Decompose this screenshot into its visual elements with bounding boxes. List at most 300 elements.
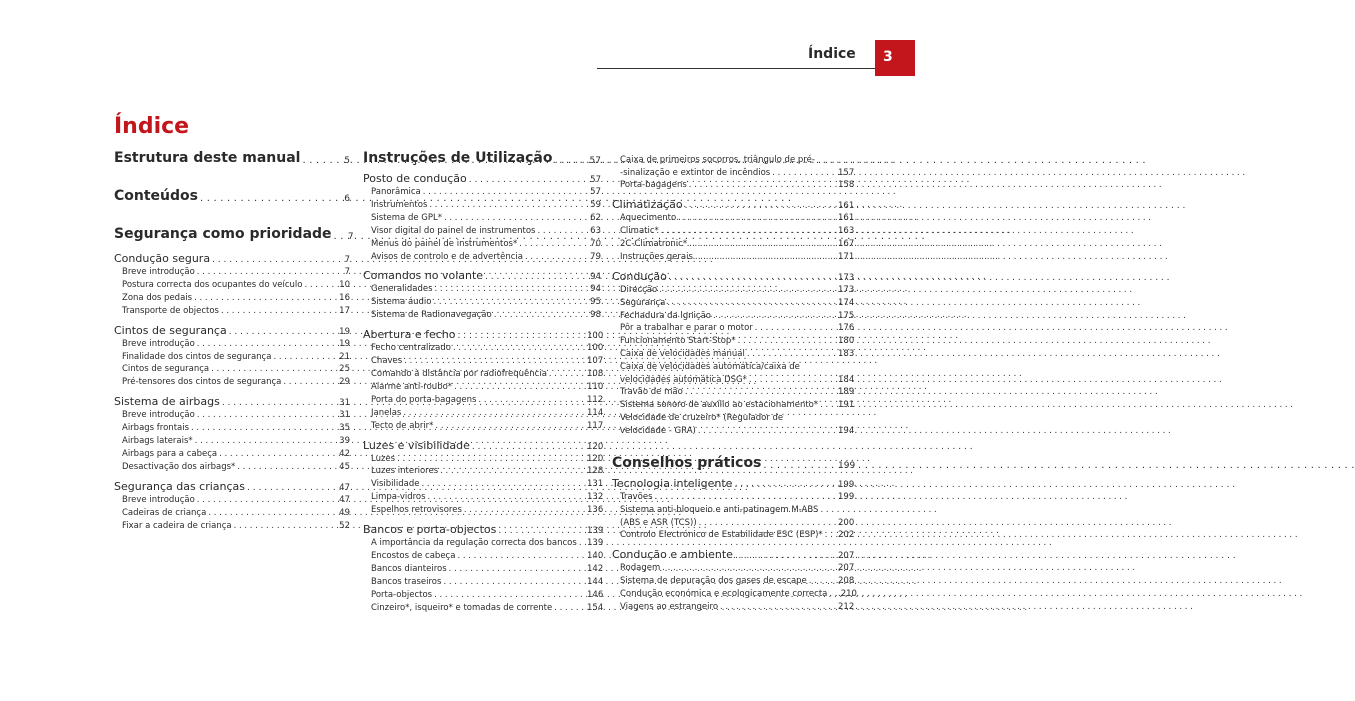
toc-entry[interactable] [363, 465, 604, 478]
toc-entry-title: velocidades automática DSG* [620, 374, 747, 385]
toc-leader-dots [302, 155, 334, 166]
toc-entry-title: Condução segura [114, 252, 211, 265]
toc-entry-title: Controlo Electrónico de Estabilidade ESC (ESP)* [620, 530, 823, 541]
toc-page-number: 98 [590, 310, 601, 321]
toc-entry-title: Desactivação dos airbags* [122, 461, 236, 472]
toc-entry-title: Estrutura deste manual [114, 150, 301, 166]
toc-leader-dots [428, 491, 585, 504]
toc-entry[interactable] [612, 412, 855, 437]
toc-entry-title: Breve introdução [122, 410, 195, 421]
toc-chapter-entry[interactable] [363, 523, 604, 537]
toc-leader-dots [579, 537, 585, 550]
toc-page-number: 161 [838, 213, 855, 224]
toc-entry[interactable] [363, 212, 601, 225]
toc-part-entry[interactable] [114, 226, 354, 242]
toc-entry-title: Sistema de Radionavegação [371, 310, 492, 321]
toc-page-number: 154 [587, 602, 604, 613]
toc-leader-dots [537, 225, 585, 238]
toc-page-number: 207 [838, 551, 855, 562]
toc-page-number: 199 [838, 492, 855, 503]
toc-leader-dots [655, 491, 836, 504]
toc-leader-dots [229, 327, 334, 337]
toc-leader-dots [200, 193, 334, 204]
toc-entry[interactable] [363, 309, 601, 322]
toc-entry-title: Breve introdução [122, 267, 195, 277]
toc-entry-title: Cintos de segurança [114, 323, 227, 337]
toc-entry[interactable] [363, 225, 601, 238]
toc-page-number: 140 [587, 550, 604, 561]
toc-page-number: 107 [587, 356, 604, 367]
toc-page-number: 31 [339, 398, 350, 409]
toc-leader-dots [434, 296, 586, 309]
toc-entry[interactable] [114, 292, 350, 305]
toc-entry[interactable] [612, 225, 855, 238]
toc-page-number: 163 [838, 226, 855, 236]
toc-entry-title: Travão de mão [620, 387, 683, 398]
toc-page-number: 114 [587, 407, 604, 418]
toc-entry[interactable] [612, 335, 855, 348]
toc-entry-title: Pré-tensores dos cintos de segurança [122, 377, 282, 388]
toc-chapter-entry[interactable] [114, 324, 350, 337]
toc-leader-dots [454, 381, 585, 394]
toc-leader-dots [763, 460, 836, 471]
toc-entry[interactable] [363, 602, 604, 615]
toc-leader-dots [667, 297, 836, 310]
toc-entry-title: Aquecimento [620, 213, 677, 224]
toc-entry-title: Segurança como prioridade [114, 226, 332, 242]
toc-leader-dots [699, 517, 836, 530]
toc-entry-title: Instruções gerais [620, 251, 693, 262]
toc-leader-dots [435, 283, 585, 296]
toc-leader-dots [247, 483, 334, 493]
toc-entry[interactable] [612, 154, 855, 179]
toc-leader-dots [222, 398, 334, 408]
toc-entry[interactable] [363, 491, 604, 504]
toc-entry[interactable] [114, 409, 350, 422]
toc-page-number: 94 [590, 272, 601, 283]
toc-leader-dots [429, 199, 585, 212]
toc-page-number: 62 [590, 212, 601, 223]
toc-page-number: 95 [590, 297, 601, 308]
toc-entry-title: A importância da regulação correcta dos bancos [371, 538, 577, 549]
toc-entry-title: Visibilidade [371, 479, 420, 490]
toc-page-number: 17 [339, 305, 350, 316]
toc-page-number: 49 [339, 507, 350, 518]
toc-entry-title: Zona dos pedais [122, 292, 193, 303]
toc-entry[interactable] [612, 562, 855, 575]
toc-page-number: 174 [838, 297, 855, 308]
toc-page-number: 167 [838, 238, 855, 249]
toc-leader-dots [747, 348, 836, 361]
toc-entry-title: Conteúdos [114, 188, 198, 204]
toc-leader-dots [738, 335, 836, 348]
toc-leader-dots [197, 266, 334, 279]
toc-entry-title: Condução e ambiente [612, 548, 733, 562]
toc-leader-dots [519, 238, 585, 251]
toc-entry[interactable] [363, 504, 604, 517]
toc-entry-title: Segurança das crianças [114, 479, 246, 493]
toc-leader-dots [772, 167, 836, 180]
toc-page-number: 173 [838, 272, 855, 283]
toc-page-number: 120 [587, 441, 604, 452]
toc-part-entry[interactable] [363, 150, 601, 166]
toc-entry-title: Direcção [620, 284, 658, 295]
toc-leader-dots [549, 368, 585, 381]
toc-leader-dots [494, 309, 585, 322]
toc-page-number: 183 [838, 349, 855, 360]
toc-entry[interactable] [114, 338, 350, 351]
toc-chapter-entry[interactable] [612, 198, 855, 212]
toc-page-number: 131 [587, 479, 604, 490]
toc-leader-dots [713, 310, 836, 323]
toc-leader-dots [478, 394, 585, 407]
toc-entry-title: Avisos de controlo e de advertência [371, 251, 523, 262]
toc-page-number: 175 [838, 310, 855, 321]
toc-entry[interactable] [612, 575, 855, 588]
toc-leader-dots [825, 529, 836, 542]
toc-page-number: 59 [590, 199, 601, 210]
toc-entry[interactable] [363, 342, 604, 355]
toc-entry[interactable] [114, 520, 350, 533]
toc-page-number: 52 [339, 520, 350, 531]
toc-leader-dots [749, 374, 836, 387]
toc-leader-dots [554, 602, 585, 615]
toc-entry[interactable] [363, 550, 604, 563]
toc-entry[interactable] [363, 283, 601, 296]
toc-leader-dots [829, 588, 836, 601]
toc-entry-title: Rodagem [620, 563, 661, 574]
toc-entry-title: Luzes [371, 453, 396, 464]
toc-leader-dots [434, 589, 585, 602]
toc-page-number: 110 [587, 381, 604, 392]
toc-leader-dots [698, 425, 836, 438]
toc-page-number: 144 [587, 576, 604, 587]
toc-page-number: 31 [339, 410, 350, 421]
toc-leader-dots [457, 550, 585, 563]
toc-entry[interactable] [363, 296, 601, 309]
toc-entry-title-line1: Sistema anti-bloqueio e anti-patinagem M-ABS [620, 505, 819, 516]
toc-entry-title: Bancos traseiros [371, 576, 442, 587]
toc-leader-dots [695, 251, 836, 264]
toc-column-2 [363, 150, 604, 614]
toc-entry[interactable] [114, 422, 350, 435]
toc-chapter-entry[interactable] [612, 269, 855, 283]
toc-entry-title: Espelhos retrovisores [371, 505, 462, 516]
toc-entry[interactable] [114, 461, 350, 474]
toc-entry[interactable] [363, 453, 604, 466]
toc-entry[interactable] [612, 348, 855, 361]
toc-entry[interactable] [114, 363, 350, 376]
toc-leader-dots [659, 284, 836, 297]
toc-page-number: 176 [838, 323, 855, 334]
toc-leader-dots [397, 453, 585, 466]
page-number-badge: 3 [875, 40, 915, 76]
toc-entry-title: Cadeiras de criança [122, 507, 207, 518]
toc-leader-dots [498, 526, 585, 536]
toc-page-number: 47 [339, 482, 350, 493]
toc-page-number: 35 [339, 423, 350, 434]
toc-part-entry[interactable] [612, 455, 856, 472]
toc-page-number: 142 [587, 563, 604, 574]
toc-leader-dots [440, 465, 585, 478]
toc-entry[interactable] [363, 407, 604, 420]
toc-entry-title: Sistema sonoro de auxílio ao estacionamento* [620, 400, 819, 411]
toc-entry[interactable] [114, 376, 350, 389]
toc-entry-title: Sistema áudio [371, 297, 432, 308]
toc-page-number: 212 [838, 602, 855, 613]
toc-entry-title: Sistema de GPL* [371, 212, 442, 223]
toc-page-number: 19 [339, 338, 350, 349]
toc-entry[interactable] [612, 284, 855, 297]
toc-entry[interactable] [612, 491, 855, 504]
toc-entry[interactable] [612, 386, 855, 399]
toc-leader-dots [661, 225, 836, 238]
toc-entry[interactable] [612, 504, 855, 529]
toc-entry-title: Limpa-vidros [371, 492, 426, 503]
toc-leader-dots [403, 407, 585, 420]
header-divider [597, 68, 875, 69]
toc-entry[interactable] [612, 251, 855, 264]
toc-page-number: 157 [838, 167, 855, 178]
toc-entry[interactable] [114, 507, 350, 520]
toc-entry-title: Porta-objectos [371, 589, 433, 600]
toc-chapter-entry[interactable] [363, 328, 604, 342]
toc-page-number: 139 [587, 538, 604, 549]
toc-leader-dots [422, 478, 586, 491]
toc-page-number: 108 [587, 368, 604, 379]
toc-leader-dots [555, 155, 586, 166]
toc-entry[interactable] [612, 297, 855, 310]
toc-page-number: 79 [590, 251, 601, 262]
toc-entry[interactable] [363, 368, 604, 381]
toc-leader-dots [211, 363, 334, 376]
toc-entry[interactable] [363, 420, 604, 433]
toc-leader-dots [195, 435, 334, 448]
toc-entry[interactable] [363, 199, 601, 212]
toc-entry-title: Segurança [620, 297, 666, 308]
toc-entry[interactable] [363, 478, 604, 491]
toc-entry[interactable] [363, 238, 601, 251]
toc-entry-title: Sistema de depuração dos gases de escape [620, 576, 807, 587]
toc-entry[interactable] [114, 305, 350, 318]
toc-page-number: 25 [339, 364, 350, 375]
toc-entry-title: Fecho centralizado [371, 343, 451, 354]
toc-page-number: 47 [339, 494, 350, 505]
toc-page-number: 29 [339, 377, 350, 388]
toc-leader-dots [273, 351, 334, 364]
toc-page-number: 70 [590, 238, 601, 249]
toc-entry-title: Luzes e visibilidade [363, 438, 470, 452]
toc-entry[interactable] [363, 251, 601, 264]
toc-entry[interactable] [114, 435, 350, 448]
toc-entry-title: Comandos no volante [363, 269, 484, 283]
toc-entry[interactable] [114, 494, 350, 507]
toc-chapter-entry[interactable] [114, 395, 350, 408]
toc-entry-title: Instruções de Utilização [363, 150, 553, 166]
toc-entry-title: Caixa de velocidades manual [620, 349, 745, 360]
toc-leader-dots [197, 494, 334, 507]
toc-entry[interactable] [612, 529, 855, 542]
toc-page-number: 39 [339, 436, 350, 447]
toc-entry[interactable] [114, 266, 350, 279]
toc-page-number: 158 [838, 180, 855, 191]
toc-leader-dots [404, 355, 585, 368]
toc-page-number: 207 [838, 563, 855, 574]
toc-leader-dots [443, 576, 585, 589]
toc-entry-title: Bancos dianteiros [371, 563, 447, 574]
toc-page-number: 100 [587, 343, 604, 354]
toc-leader-dots [444, 212, 585, 225]
toc-entry-title: Porta-bagagens [620, 180, 687, 191]
toc-entry-title: Airbags para a cabeça [122, 448, 218, 459]
toc-entry-title: Panorâmica [371, 187, 421, 197]
toc-leader-dots [525, 251, 585, 264]
toc-page-number: 63 [590, 225, 601, 236]
toc-page-number: 19 [339, 326, 350, 337]
toc-leader-dots [191, 422, 334, 435]
toc-entry-title: Posto de condução [363, 172, 467, 185]
toc-entry-title: -sinalização e extintor de incêndios [620, 167, 771, 178]
toc-entry[interactable] [363, 394, 604, 407]
toc-chapter-entry[interactable] [363, 438, 604, 452]
toc-page-number: 171 [838, 251, 855, 262]
toc-entry-title: Abertura e fecho [363, 328, 456, 342]
toc-page-number: 16 [339, 292, 350, 303]
toc-page-number: 6 [344, 194, 350, 204]
toc-entry[interactable] [612, 238, 855, 251]
toc-leader-dots [685, 201, 836, 211]
toc-leader-dots [221, 305, 334, 318]
toc-entry[interactable] [363, 589, 604, 602]
toc-leader-dots [234, 520, 334, 533]
toc-page-number: 57 [590, 175, 601, 185]
toc-page-number: 45 [339, 461, 350, 472]
toc-entry-title: Comando à distância por radiofrequência [371, 368, 547, 379]
toc-leader-dots [685, 386, 836, 399]
toc-page-number: 21 [339, 351, 350, 362]
toc-entry-title: Alarme anti-roubo* [371, 381, 453, 392]
toc-entry-title: Fechadura da ignição [620, 310, 712, 321]
toc-entry[interactable] [363, 563, 604, 576]
toc-leader-dots [435, 420, 585, 433]
toc-leader-dots [194, 292, 334, 305]
toc-chapter-entry[interactable] [114, 480, 350, 493]
toc-page-number: 173 [838, 284, 855, 295]
toc-entry-title-line1: Caixa de velocidades automática/caixa de [620, 362, 800, 373]
page-title: Índice [114, 114, 190, 139]
toc-page-number: 194 [838, 425, 855, 436]
toc-entry-title: Airbags laterais* [122, 436, 193, 447]
toc-entry[interactable] [363, 576, 604, 589]
toc-chapter-entry[interactable] [114, 252, 350, 265]
toc-leader-dots [197, 409, 334, 422]
toc-page-number: 128 [587, 466, 604, 477]
toc-page-number: 7 [344, 267, 350, 277]
toc-leader-dots [464, 504, 585, 517]
toc-page-number: 208 [838, 576, 855, 587]
toc-page-number: 184 [838, 374, 855, 385]
toc-entry-title: Breve introdução [122, 494, 195, 505]
toc-entry[interactable] [363, 537, 604, 550]
toc-chapter-entry[interactable] [612, 548, 855, 562]
toc-entry[interactable] [363, 186, 601, 199]
toc-entry-title: Cinzeiro*, isqueiro* e tomadas de corrente [371, 602, 553, 613]
toc-entry-title: 2C-Climatronic* [620, 238, 688, 249]
toc-leader-dots [678, 212, 836, 225]
toc-entry-title: Janelas [371, 407, 402, 418]
toc-leader-dots [809, 575, 836, 588]
toc-entry[interactable] [612, 322, 855, 335]
toc-page-number: 180 [838, 336, 855, 347]
toc-entry[interactable] [363, 355, 604, 368]
toc-page-number: 132 [587, 492, 604, 503]
toc-leader-dots [735, 551, 836, 561]
toc-chapter-entry[interactable] [363, 269, 601, 282]
toc-entry-title: Condução económica e ecologicamente correcta [620, 589, 828, 600]
toc-leader-dots [283, 376, 334, 389]
toc-page-number: 139 [587, 526, 604, 537]
toc-page-number: 94 [590, 284, 601, 295]
toc-entry-title: Menus do painel de instrumentos* [371, 238, 518, 249]
toc-entry[interactable] [363, 381, 604, 394]
toc-entry-title: Viagens ao estrangeiro [620, 602, 719, 613]
toc-entry[interactable] [612, 361, 855, 386]
toc-page-number: 199 [838, 461, 856, 472]
toc-page-number: 117 [587, 420, 604, 431]
toc-leader-dots [237, 461, 334, 474]
toc-page-number: 5 [344, 156, 350, 166]
toc-leader-dots [734, 480, 836, 490]
toc-entry-title: Funcionamento Start-Stop* [620, 336, 736, 347]
toc-page-number: 189 [838, 387, 855, 398]
toc-entry-title: Visor digital do painel de instrumentos [371, 225, 536, 236]
toc-entry[interactable] [612, 399, 855, 412]
toc-leader-dots [197, 338, 334, 351]
toc-entry-title: Pôr a trabalhar e parar o motor [620, 323, 753, 334]
toc-entry-title-line1: Caixa de primeiros socorros, triângulo de pré- [620, 155, 815, 165]
toc-entry[interactable] [612, 588, 857, 601]
toc-leader-dots [208, 507, 334, 520]
toc-entry-title: Generalidades [371, 284, 433, 295]
toc-chapter-entry[interactable] [363, 172, 601, 185]
toc-entry[interactable] [114, 448, 350, 461]
toc-leader-dots [469, 175, 585, 185]
toc-page-number: 202 [838, 530, 855, 541]
toc-entry-title: Porta do porta-bagagens [371, 394, 477, 405]
toc-page-number: 146 [587, 589, 604, 600]
toc-entry-title: Airbags frontais [122, 423, 190, 434]
toc-entry[interactable] [612, 601, 855, 614]
toc-entry-title: Condução [612, 269, 667, 283]
toc-entry[interactable] [612, 179, 855, 192]
toc-entry[interactable] [612, 212, 855, 225]
toc-entry-title: Chaves [371, 356, 403, 367]
toc-part-entry[interactable] [114, 150, 350, 166]
toc-page-number: 120 [587, 453, 604, 464]
toc-leader-dots [755, 322, 836, 335]
toc-entry-title: Bancos e porta-objectos [363, 523, 497, 537]
toc-entry-title: Travões [620, 492, 653, 503]
toc-chapter-entry[interactable] [612, 477, 855, 491]
toc-leader-dots [453, 342, 585, 355]
toc-part-entry[interactable] [114, 188, 350, 204]
toc-entry-title: Tecto de abrir* [371, 420, 434, 431]
toc-column-3 [612, 154, 857, 614]
toc-entry[interactable] [114, 279, 350, 292]
toc-entry[interactable] [114, 351, 350, 364]
toc-entry[interactable] [612, 310, 855, 323]
toc-entry-title: Tecnologia inteligente [612, 477, 733, 491]
